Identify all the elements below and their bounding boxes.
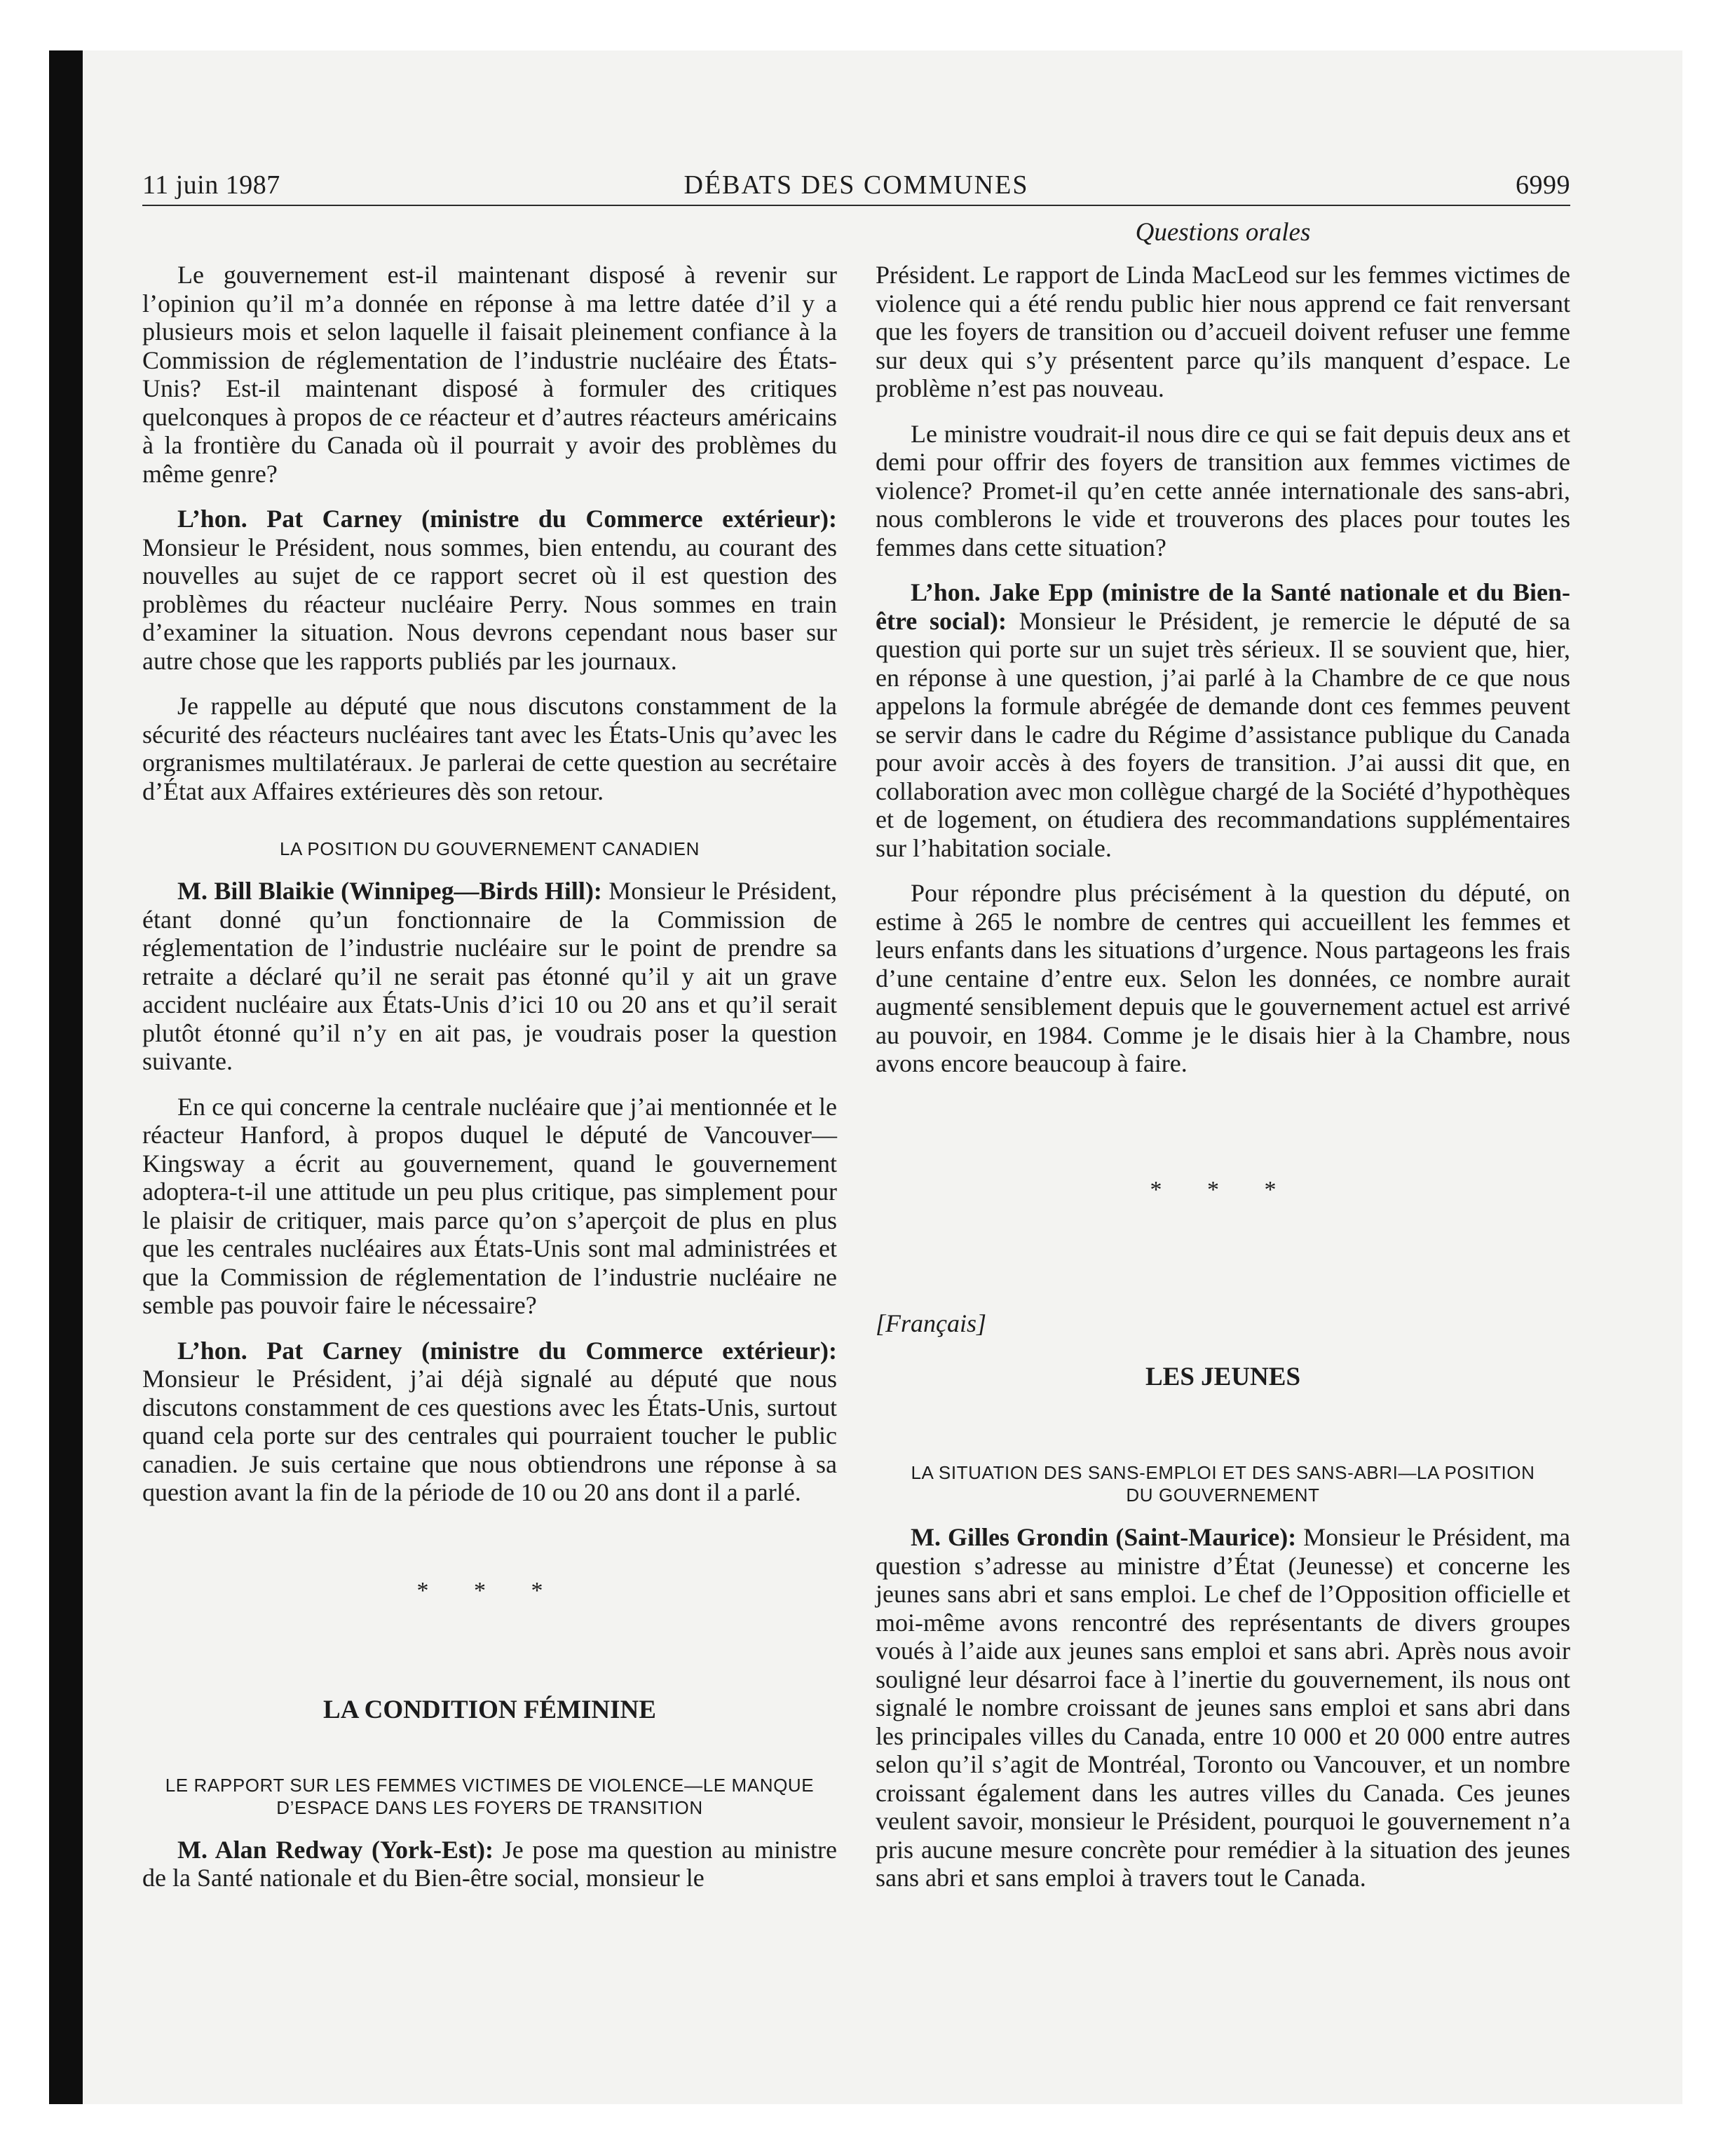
header-date: 11 juin 1987	[142, 170, 280, 200]
speaker-name: L’hon. Pat Carney (ministre du Commerce extérieur):	[177, 1336, 837, 1365]
speech-text: Monsieur le Président, ma question s’adresse au ministre d’État (Jeunesse) et concerne les jeunes sans abri et sans emploi. Le chef de l’Opposition officielle et moi-même avons rencontré des représentants de divers groupes voués à l’aide aux jeunes sans emploi et sans abri. Après nous avoir souligné leur désarroi face à l’inertie du gouvernement, ils nous ont signalé le nombre croissant de jeunes sans emploi et sans abri dans les principales villes du Canada, entre 10 000 et 20 000 entre autres selon qu’il s’agit de Montréal, Toronto ou Vancouver, et un nombre croissant également dans les autres villes du Canada. Ces jeunes veulent savoir, monsieur le Président, pourquoi le gouvernement n’a pris aucune mesure concrète pour remédier à la situation des jeunes sans abri et sans emploi à travers tout le Canada.	[876, 1523, 1570, 1892]
speaker-name: L’hon. Jake Epp (ministre de la Santé nationale et du Bien-être social):	[876, 578, 1570, 635]
paragraph	[876, 578, 1570, 862]
paragraph	[142, 877, 837, 1076]
speech-text: Monsieur le Président, je remercie le député de sa question qui porte sur un sujet très sérieux. Il se souvient que, hier, en réponse à une question, j’ai parlé à la Chambre de ce que nous appelons la formule abrégée de demande dont ces femmes peuvent se servir dans le cadre du Régime d’assistance publique du Canada pour avoir accès à des foyers de transition. J’ai aussi dit que, en collaboration avec mon collègue chargé de la Société d’hypothèques et de logement, on étudiera des recommandations supplémentaires sur l’habitation sociale.	[876, 606, 1570, 862]
speech-text: Monsieur le Président, étant donné qu’un fonctionnaire de la Commission de réglementation de l’industrie nucléaire sur le point de prendre sa retraite a déclaré qu’il ne serait pas étonné qu’il y ait un grave accident nucléaire aux États-Unis d’ici 10 ou 20 ans et qu’il serait plutôt étonné qu’il n’y en ait pas, je voudrais poser la question suivante.	[142, 877, 838, 1075]
paragraph	[876, 1523, 1570, 1892]
paragraph: Le gouvernement est-il maintenant disposé à revenir sur l’opinion qu’il m’a donnée en réponse à ma lettre datée d’il y a plusieurs mois et selon laquelle il faisait pleinement confiance à la Commission de réglementation de l’industrie nucléaire des États-Unis? Est-il maintenant disposé à formuler des critiques quelconques à propos de ce réacteur et d’autres réacteurs américains à la frontière du Canada où il pourrait y avoir des problèmes du même genre?	[142, 261, 837, 488]
speaker-name: L’hon. Pat Carney (ministre du Commerce extérieur):	[177, 505, 837, 533]
speaker-name: M. Alan Redway (York-Est):	[177, 1835, 494, 1864]
paragraph	[142, 1836, 837, 1892]
scan-edge-bar	[49, 50, 83, 2104]
paragraph	[142, 505, 837, 675]
section-running-head: Questions orales	[1135, 218, 1311, 247]
left-column	[142, 261, 837, 1909]
right-column	[876, 261, 1570, 1909]
page-header	[142, 165, 1570, 209]
paragraph: Le ministre voudrait-il nous dire ce qui se fait depuis deux ans et demi pour offrir des foyers de transition aux femmes victimes de violence? Promet-il qu’en cette année internationale des sans-abri, nous comblerons le vide et trouverons des places pour toutes les femmes dans cette situation?	[876, 419, 1570, 561]
subheading: LA POSITION DU GOUVERNEMENT CANADIEN	[280, 838, 700, 859]
language-marker: [Français]	[876, 1309, 987, 1337]
paragraph: Je rappelle au député que nous discutons constamment de la sécurité des réacteurs nucléaires tant avec les États-Unis qu’avec les orgranismes multilatéraux. Je parlerai de cette question au secrétaire d’État aux Affaires extérieures dès son retour.	[142, 692, 837, 805]
section-heading: LES JEUNES	[1145, 1362, 1301, 1391]
paragraph: Pour répondre plus précisément à la question du député, on estime à 265 le nombre de centres qui accueillent les femmes et leurs enfants dans les situations d’urgence. Nous partageons les frais d’une centaine d’entre eux. Selon les données, ce nombre aurait augmenté sensiblement depuis que le gouvernement actuel est arrivé au pouvoir, en 1984. Comme je le disais hier à la Chambre, nous avons encore beaucoup à faire.	[876, 879, 1570, 1077]
document-page	[142, 0, 1570, 2156]
subheading: LE RAPPORT SUR LES FEMMES VICTIMES DE VIOLENCE—LE MANQUE D’ESPACE DANS LES FOYERS DE TRANSITION	[165, 1774, 815, 1818]
section-heading: LA CONDITION FÉMININE	[323, 1696, 656, 1724]
speech-text: Monsieur le Président, j’ai déjà signalé au député que nous discutons constamment de ces questions avec les États-Unis, surtout quand cela porte sur des centrales qui pourraient toucher le public canadien. Je suis certaine que nous obtiendrons une réponse à sa question avant la fin de la période de 10 ou 20 ans dont il a parlé.	[142, 1365, 837, 1506]
speaker-name: M. Bill Blaikie (Winnipeg—Birds Hill):	[177, 877, 602, 905]
section-separator: * * *	[1150, 1176, 1296, 1203]
paragraph: En ce qui concerne la centrale nucléaire que j’ai mentionnée et le réacteur Hanford, à propos duquel le député de Vancouver—Kingsway a écrit au gouvernement, quand le gouvernement adoptera-t-il une attitude un peu plus critique, pas simplement pour le plaisir de critiquer, mais parce qu’on s’aperçoit de plus en plus que les centrales nucléaires aux États-Unis sont mal administrées et que la Commission de réglementation de l’industrie nucléaire ne semble pas pouvoir faire le nécessaire?	[142, 1092, 837, 1319]
section-separator: * * *	[416, 1577, 563, 1604]
speaker-name: M. Gilles Grondin (Saint-Maurice):	[911, 1523, 1297, 1551]
header-title: DÉBATS DES COMMUNES	[683, 170, 1029, 200]
subheading: LA SITUATION DES SANS-EMPLOI ET DES SANS-ABRI—LA POSITION DU GOUVERNEMENT	[911, 1462, 1535, 1506]
speech-text: Je pose ma question au ministre de la Santé nationale et du Bien-être social, monsieur le	[142, 1835, 837, 1892]
paragraph	[142, 1337, 837, 1507]
paragraph: Président. Le rapport de Linda MacLeod sur les femmes victimes de violence qui a été rendu public hier nous apprend ce fait renversant que les foyers de transition ou d’accueil doivent refuser une femme sur deux qui s’y présentent parce qu’ils manquent d’espace. Le problème n’est pas nouveau.	[876, 261, 1570, 402]
header-page-number: 6999	[1516, 170, 1570, 200]
speech-text: Monsieur le Président, nous sommes, bien entendu, au courant des nouvelles au sujet de ce rapport secret où il est question des problèmes du réacteur nucléaire Perry. Nous sommes en train d’examiner la situation. Nous devrons cependant nous baser sur autre chose que les rapports publiés par les journaux.	[142, 533, 837, 675]
header-rule	[142, 205, 1570, 206]
